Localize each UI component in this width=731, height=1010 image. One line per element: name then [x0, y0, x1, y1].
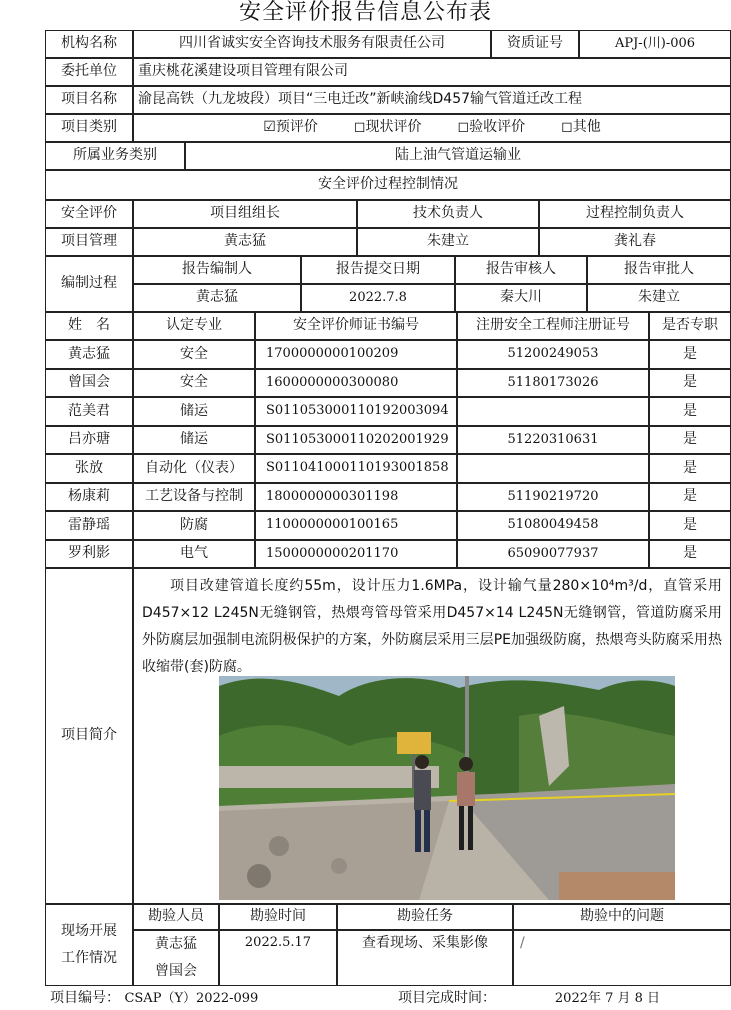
sign-board-icon [397, 732, 431, 754]
compile-header-date: 报告提交日期 [301, 256, 455, 284]
staff-major: 安全 [133, 340, 255, 369]
category-status-eval: ◻现状评价 [353, 119, 422, 136]
staff-fulltime: 是 [649, 540, 731, 569]
site-header-task: 勘验任务 [337, 904, 513, 930]
cert-number: APJ-(川)-006 [579, 30, 731, 58]
compile-label: 编制过程 [45, 256, 133, 312]
site-issue: / [513, 930, 731, 986]
staff-header-cert: 安全评价师证书编号 [255, 312, 457, 340]
staff-name: 吕亦瑭 [45, 426, 133, 455]
intro-text: 项目改建管道长度约55m，设计压力1.6MPa，设计输气量280×10⁴m³/d，直管采用D457×12 L245N无缝钢管，热煨弯管母管采用D457×14 L245N无缝钢管，管道防腐采用外防腐层加强制电流阴极保护的方案，外防腐层采用三层PE加强级防腐，热煨弯头防腐采用热收缩带(套)防腐。 [142, 578, 722, 675]
project-name: 渝昆高铁（九龙坡段）项目“三电迁改”新峡渝线D457输气管道迁改工程 [133, 86, 731, 114]
staff-header-name: 姓 名 [45, 312, 133, 340]
process-header: 安全评价过程控制情况 [45, 170, 731, 200]
business-value: 陆上油气管道运输业 [185, 142, 731, 170]
mgmt-label-2: 项目管理 [45, 228, 133, 256]
staff-reg: 51190219720 [457, 483, 649, 512]
staff-major: 安全 [133, 369, 255, 398]
site-person-2: 曾国会 [155, 963, 197, 979]
site-header-issue: 勘验中的问题 [513, 904, 731, 930]
footer-code [50, 988, 258, 1008]
category-options [133, 114, 731, 142]
staff-reg: 51200249053 [457, 340, 649, 369]
staff-header-reg: 注册安全工程师注册证号 [457, 312, 649, 340]
staff-cert: 1600000000300080 [255, 369, 457, 398]
staff-fulltime: 是 [649, 454, 731, 483]
mgmt-header-control: 过程控制负责人 [539, 200, 731, 228]
site-person-1: 黄志猛 [155, 935, 197, 952]
business-label: 所属业务类别 [45, 142, 185, 170]
staff-cert: S011053000110192003094 [255, 397, 457, 426]
category-pre-eval: ☑预评价 [263, 119, 318, 136]
intro-label: 项目简介 [45, 568, 133, 904]
staff-fulltime: 是 [649, 426, 731, 455]
staff-header-major: 认定专业 [133, 312, 255, 340]
footer-code-label: 项目编号： [50, 990, 120, 1006]
mgmt-value-control: 龚礼春 [539, 228, 731, 256]
staff-reg: 51080049458 [457, 511, 649, 540]
site-label-2: 工作情况 [61, 950, 117, 966]
mgmt-label-1: 安全评价 [45, 200, 133, 228]
site-header-time: 勘验时间 [219, 904, 337, 930]
mgmt-header-leader: 项目组组长 [133, 200, 357, 228]
staff-fulltime: 是 [649, 340, 731, 369]
footer-done-label: 项目完成时间： [398, 990, 496, 1006]
staff-reg [457, 397, 649, 426]
staff-cert: 1100000000100165 [255, 511, 457, 540]
compile-value-date: 2022.7.8 [301, 284, 455, 312]
site-label [45, 904, 133, 986]
compile-header-author: 报告编制人 [133, 256, 301, 284]
staff-cert: 1700000000100209 [255, 340, 457, 369]
site-label-1: 现场开展 [61, 922, 117, 939]
staff-name: 罗利影 [45, 540, 133, 569]
staff-major: 储运 [133, 397, 255, 426]
staff-major: 储运 [133, 426, 255, 455]
staff-reg: 51220310631 [457, 426, 649, 455]
cert-label: 资质证号 [491, 30, 579, 58]
org-label: 机构名称 [45, 30, 133, 58]
site-time: 2022.5.17 [219, 930, 337, 986]
site-task: 查看现场、采集影像 [337, 930, 513, 986]
project-label: 项目名称 [45, 86, 133, 114]
staff-major: 工艺设备与控制 [133, 483, 255, 512]
compile-value-reviewer: 秦大川 [455, 284, 587, 312]
category-label: 项目类别 [45, 114, 133, 142]
staff-fulltime: 是 [649, 483, 731, 512]
client-value: 重庆桃花溪建设项目管理有限公司 [133, 58, 731, 86]
compile-value-author: 黄志猛 [133, 284, 301, 312]
staff-name: 杨康莉 [45, 483, 133, 512]
staff-name: 曾国会 [45, 369, 133, 398]
category-acceptance-eval: ◻验收评价 [457, 119, 526, 136]
staff-major: 防腐 [133, 511, 255, 540]
site-header-person: 勘验人员 [133, 904, 219, 930]
mgmt-value-leader: 黄志猛 [133, 228, 357, 256]
staff-fulltime: 是 [649, 369, 731, 398]
org-name: 四川省诚实安全咨询技术服务有限责任公司 [133, 30, 491, 58]
mgmt-header-tech: 技术负责人 [357, 200, 539, 228]
staff-cert: S011041000110193001858 [255, 454, 457, 483]
staff-cert: 1800000000301198 [255, 483, 457, 512]
compile-header-approver: 报告审批人 [587, 256, 731, 284]
site-persons [133, 930, 219, 986]
footer-code-value: CSAP（Y）2022-099 [124, 991, 259, 1006]
staff-reg: 65090077937 [457, 540, 649, 569]
client-label: 委托单位 [45, 58, 133, 86]
staff-fulltime: 是 [649, 397, 731, 426]
staff-fulltime: 是 [649, 511, 731, 540]
mgmt-value-tech: 朱建立 [357, 228, 539, 256]
staff-name: 范美君 [45, 397, 133, 426]
staff-name: 雷静瑶 [45, 511, 133, 540]
site-photo [219, 676, 675, 900]
category-other: ◻其他 [561, 119, 601, 136]
staff-name: 黄志猛 [45, 340, 133, 369]
staff-cert: 1500000000201170 [255, 540, 457, 569]
staff-header-fulltime: 是否专职 [649, 312, 731, 340]
staff-name: 张放 [45, 454, 133, 483]
footer-done-value: 2022年 7 月 8 日 [554, 991, 661, 1006]
footer-done [398, 988, 660, 1008]
staff-cert: S011053000110202001929 [255, 426, 457, 455]
staff-reg [457, 454, 649, 483]
page-title: 安全评价报告信息公布表 [238, 0, 492, 25]
staff-reg: 51180173026 [457, 369, 649, 398]
compile-header-reviewer: 报告审核人 [455, 256, 587, 284]
staff-major: 自动化（仪表） [133, 454, 255, 483]
compile-value-approver: 朱建立 [587, 284, 731, 312]
staff-major: 电气 [133, 540, 255, 569]
